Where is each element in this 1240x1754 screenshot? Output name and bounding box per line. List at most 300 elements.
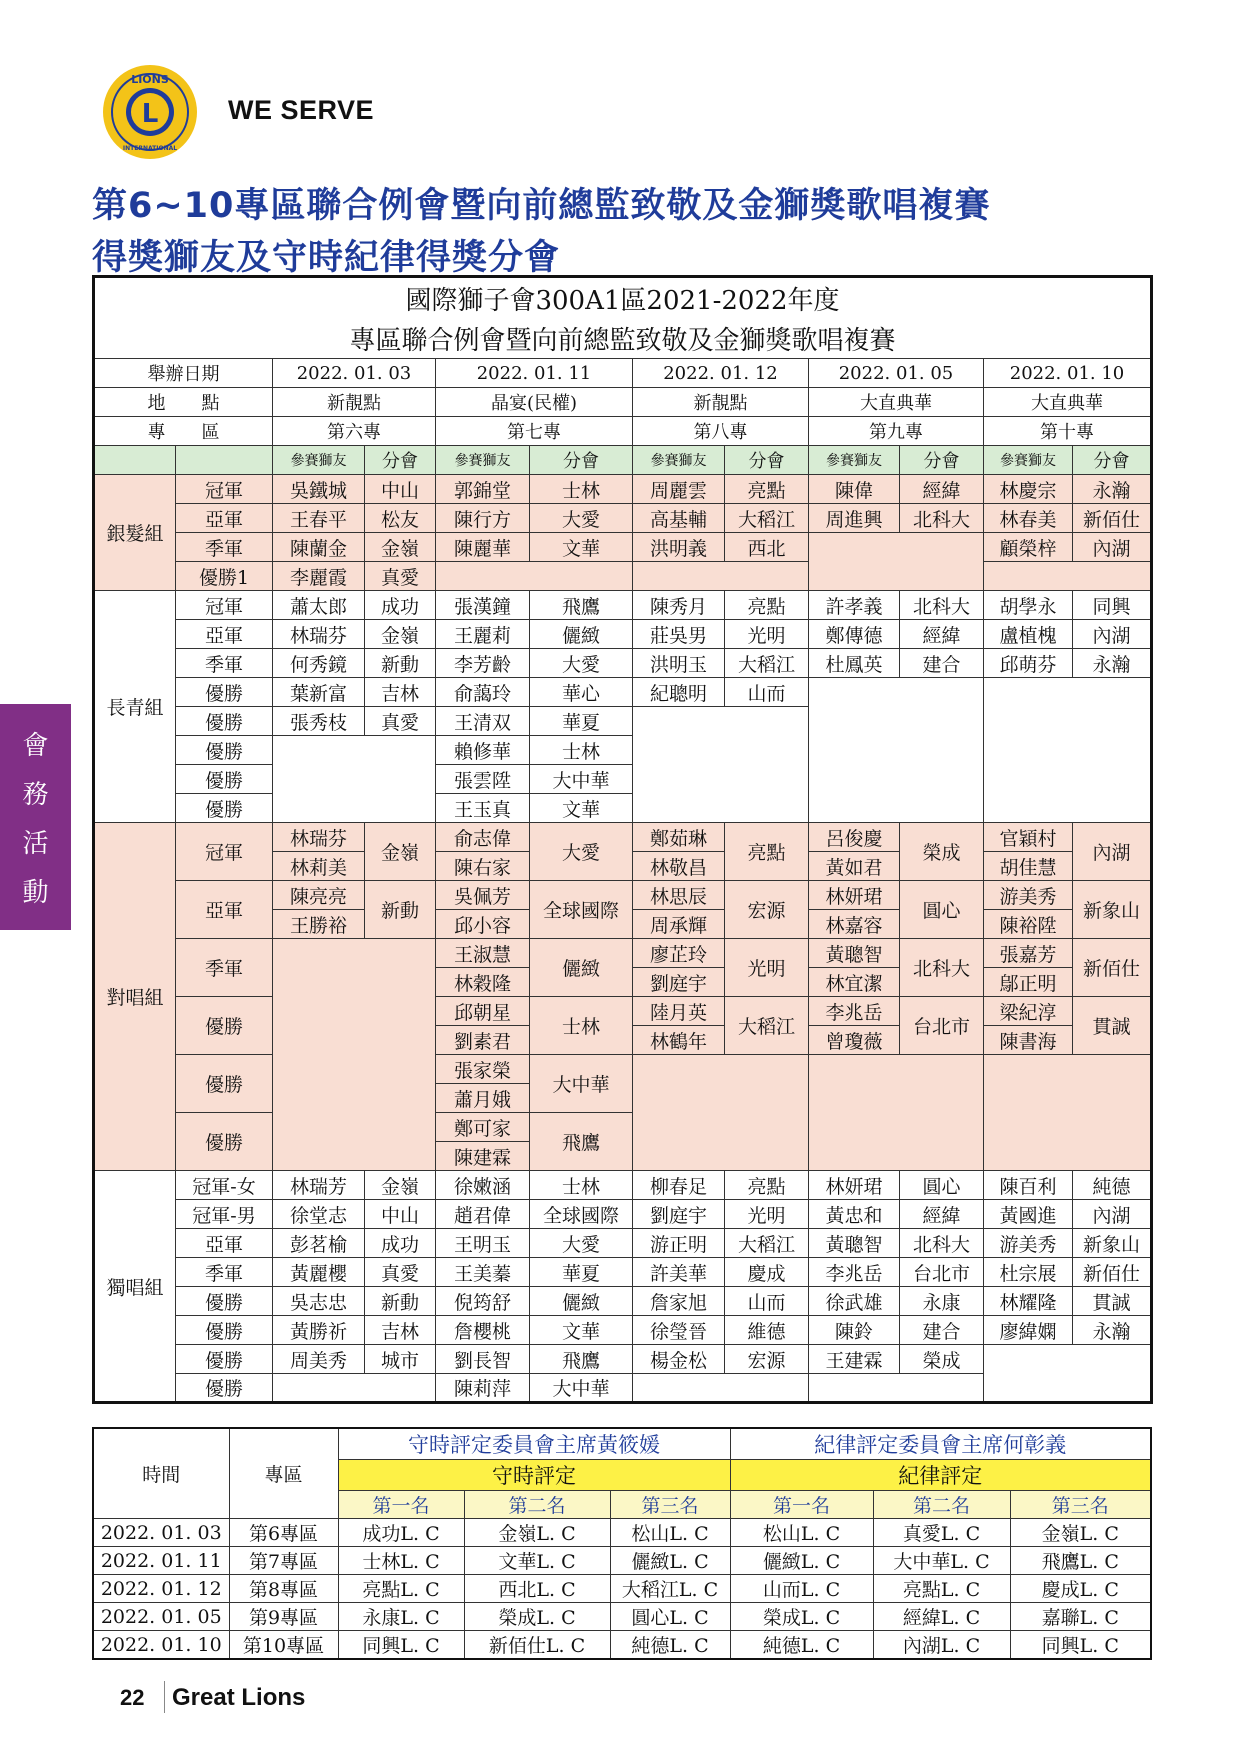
club-cell: 宏源: [725, 881, 809, 939]
member-cell: 趙君偉: [436, 1200, 530, 1229]
rank: 優勝: [176, 1316, 273, 1345]
member-cell: 葉新富: [273, 678, 365, 707]
blank-cell: [176, 446, 273, 475]
member-cell: 林思辰: [633, 881, 725, 910]
svg-text:LIONS: LIONS: [131, 73, 169, 86]
score-row: [93, 1575, 1151, 1603]
member-cell: 賴修華: [436, 736, 530, 765]
club-cell: 吉林: [365, 678, 436, 707]
member-cell: 郭錦堂: [436, 475, 530, 504]
rank: 冠軍-男: [176, 1200, 273, 1229]
club-cell: 士林: [530, 475, 633, 504]
member-cell: 徐瑩晉: [633, 1316, 725, 1345]
rank: 優勝: [176, 1287, 273, 1316]
zone: 第七專: [436, 417, 633, 446]
score-cell: 西北L. C: [464, 1575, 610, 1603]
zone: 第九專: [809, 417, 984, 446]
member-cell: 陳行方: [436, 504, 530, 533]
member-cell: 黃麗櫻: [273, 1258, 365, 1287]
score-cell: 慶成L. C: [1010, 1575, 1151, 1603]
club-cell: 華夏: [530, 1258, 633, 1287]
score-zone: 第10專區: [229, 1631, 338, 1660]
score-cell: 金嶺L. C: [464, 1519, 610, 1547]
member-cell: 林耀隆: [984, 1287, 1073, 1316]
column-header: 參賽獅友: [809, 446, 900, 475]
page-number: 22: [120, 1685, 145, 1710]
member-cell: 洪明義: [633, 533, 725, 562]
member-cell: 陳偉: [809, 475, 900, 504]
label-venue: 地 點: [94, 388, 273, 417]
member-cell: 黃國進: [984, 1200, 1073, 1229]
club-cell: 光明: [725, 939, 809, 997]
club-cell: 經緯: [900, 1200, 984, 1229]
member-cell: 倪筠舒: [436, 1287, 530, 1316]
member-cell: 張雲陞: [436, 765, 530, 794]
date: 2022. 01. 12: [633, 359, 809, 388]
member-cell: 高基輔: [633, 504, 725, 533]
club-cell: 新佰仕: [1073, 1258, 1152, 1287]
club-cell: 大中華: [530, 1055, 633, 1113]
empty-cell: [809, 533, 984, 591]
member-cell: 邱萌芬: [984, 649, 1073, 678]
club-cell: 真愛: [365, 707, 436, 736]
member-cell: 黃勝祈: [273, 1316, 365, 1345]
member-cell: 陳建霖: [436, 1142, 530, 1171]
member-cell: 王春平: [273, 504, 365, 533]
empty-cell: [984, 1345, 1152, 1403]
club-cell: 新動: [365, 649, 436, 678]
discipline-chair: 紀律評定委員會主席何彰義: [730, 1428, 1151, 1460]
club-cell: 內湖: [1073, 533, 1152, 562]
club-cell: 山而: [725, 1287, 809, 1316]
place-header: 第三名: [610, 1491, 730, 1519]
score-date: 2022. 01. 10: [93, 1631, 229, 1660]
score-cell: 圓心L. C: [610, 1603, 730, 1631]
member-cell: 林穀隆: [436, 968, 530, 997]
club-cell: 台北市: [900, 1258, 984, 1287]
column-header: 分會: [530, 446, 633, 475]
label-date: 舉辦日期: [94, 359, 273, 388]
place-header: 第二名: [464, 1491, 610, 1519]
venue: 晶宴(民權): [436, 388, 633, 417]
club-cell: 榮成: [900, 823, 984, 881]
rank: 亞軍: [176, 881, 273, 939]
club-cell: 吉林: [365, 1316, 436, 1345]
blank-cell: [94, 446, 176, 475]
punctuality-chair: 守時評定委員會主席黃筱媛: [338, 1428, 730, 1460]
member-cell: 劉庭宇: [633, 1200, 725, 1229]
score-row: [93, 1631, 1151, 1660]
club-cell: 光明: [725, 1200, 809, 1229]
column-header: 參賽獅友: [633, 446, 725, 475]
score-cell: 純德L. C: [730, 1631, 873, 1660]
club-cell: 金嶺: [365, 533, 436, 562]
label-zone: 專 區: [94, 417, 273, 446]
table-heading-1: 國際獅子會300A1區2021-2022年度: [94, 277, 1152, 319]
member-cell: 陳裕陞: [984, 910, 1073, 939]
rank: 亞軍: [176, 1229, 273, 1258]
score-cell: 同興L. C: [1010, 1631, 1151, 1660]
empty-cell: [273, 939, 436, 1171]
member-cell: 游正明: [633, 1229, 725, 1258]
section-tab-char: 動: [22, 878, 49, 908]
page-title-line1: 第6~10專區聯合例會暨向前總監致敬及金獅獎歌唱複賽: [92, 186, 991, 226]
date: 2022. 01. 03: [273, 359, 436, 388]
club-cell: 士林: [530, 736, 633, 765]
member-cell: 張嘉芳: [984, 939, 1073, 968]
member-cell: 吳志忠: [273, 1287, 365, 1316]
zone-header: 專區: [229, 1428, 338, 1519]
score-cell: 松山L. C: [730, 1519, 873, 1547]
member-cell: 紀聰明: [633, 678, 725, 707]
column-header: 分會: [725, 446, 809, 475]
score-cell: 榮成L. C: [464, 1603, 610, 1631]
venue: 新靚點: [633, 388, 809, 417]
punctuality-title: 守時評定: [338, 1460, 730, 1491]
club-cell: 圓心: [900, 881, 984, 939]
rank: 冠軍: [176, 475, 273, 504]
score-cell: 飛鷹L. C: [1010, 1547, 1151, 1575]
zone: 第十專: [984, 417, 1152, 446]
club-cell: 士林: [530, 1171, 633, 1200]
member-cell: 陳百利: [984, 1171, 1073, 1200]
club-cell: 真愛: [365, 562, 436, 591]
member-cell: 廖緯嫻: [984, 1316, 1073, 1345]
club-cell: 永康: [900, 1287, 984, 1316]
empty-cell: [273, 736, 436, 823]
punctuality-discipline-table: [92, 1427, 1152, 1660]
member-cell: 廖芷玲: [633, 939, 725, 968]
member-cell: 鄔正明: [984, 968, 1073, 997]
score-cell: 儷緻L. C: [610, 1547, 730, 1575]
club-cell: 士林: [530, 997, 633, 1055]
member-cell: 邱小容: [436, 910, 530, 939]
score-cell: 金嶺L. C: [1010, 1519, 1151, 1547]
member-cell: 徐武雄: [809, 1287, 900, 1316]
member-cell: 何秀鏡: [273, 649, 365, 678]
club-cell: 北科大: [900, 591, 984, 620]
member-cell: 陳亮亮: [273, 881, 365, 910]
member-cell: 林嘉容: [809, 910, 900, 939]
member-cell: 顧榮梓: [984, 533, 1073, 562]
score-zone: 第8專區: [229, 1575, 338, 1603]
section-tab-char: 務: [22, 780, 49, 810]
column-header: 參賽獅友: [273, 446, 365, 475]
section-tab: [0, 704, 71, 930]
time-header: 時間: [93, 1428, 229, 1519]
club-cell: 純德: [1073, 1171, 1152, 1200]
zone: 第六專: [273, 417, 436, 446]
member-cell: 王美蓁: [436, 1258, 530, 1287]
club-cell: 金嶺: [365, 1171, 436, 1200]
club-cell: 全球國際: [530, 1200, 633, 1229]
member-cell: 林妍珺: [809, 881, 900, 910]
member-cell: 劉庭宇: [633, 968, 725, 997]
empty-cell: [273, 1374, 436, 1403]
place-header: 第二名: [873, 1491, 1010, 1519]
member-cell: 黃忠和: [809, 1200, 900, 1229]
club-cell: 宏源: [725, 1345, 809, 1374]
club-cell: 亮點: [725, 823, 809, 881]
club-cell: 金嶺: [365, 620, 436, 649]
member-cell: 楊金松: [633, 1345, 725, 1374]
member-cell: 周美秀: [273, 1345, 365, 1374]
member-cell: 官穎村: [984, 823, 1073, 852]
rank: 優勝: [176, 1374, 273, 1403]
member-cell: 洪明玉: [633, 649, 725, 678]
club-cell: 文華: [530, 794, 633, 823]
empty-cell: [809, 1374, 984, 1403]
svg-text:L: L: [141, 99, 159, 129]
member-cell: 王明玉: [436, 1229, 530, 1258]
member-cell: 徐嫩涵: [436, 1171, 530, 1200]
rank: 季軍: [176, 1258, 273, 1287]
club-cell: 同興: [1073, 591, 1152, 620]
column-header: 分會: [365, 446, 436, 475]
empty-cell: [809, 1055, 984, 1171]
empty-cell: [984, 1055, 1152, 1171]
date: 2022. 01. 10: [984, 359, 1152, 388]
score-cell: 士林L. C: [338, 1547, 464, 1575]
empty-cell: [633, 562, 809, 591]
zone: 第八專: [633, 417, 809, 446]
empty-cell: [809, 678, 984, 823]
club-cell: 亮點: [725, 475, 809, 504]
group-label: 對唱組: [94, 823, 176, 1171]
section-tab-char: 會: [22, 731, 49, 761]
club-cell: 北科大: [900, 939, 984, 997]
empty-cell: [984, 562, 1152, 591]
club-cell: 西北: [725, 533, 809, 562]
club-cell: 建合: [900, 1316, 984, 1345]
club-cell: 成功: [365, 591, 436, 620]
rank: 亞軍: [176, 504, 273, 533]
club-cell: 儷緻: [530, 939, 633, 997]
empty-cell: [984, 678, 1152, 823]
club-cell: 大稻江: [725, 997, 809, 1055]
column-header: 分會: [1073, 446, 1152, 475]
club-cell: 金嶺: [365, 823, 436, 881]
score-cell: 同興L. C: [338, 1631, 464, 1660]
venue: 大直典華: [809, 388, 984, 417]
club-cell: 新動: [365, 1287, 436, 1316]
club-cell: 新動: [365, 881, 436, 939]
member-cell: 鄭傳德: [809, 620, 900, 649]
score-row: [93, 1603, 1151, 1631]
member-cell: 林瑞芬: [273, 620, 365, 649]
member-cell: 李麗霞: [273, 562, 365, 591]
rank: 季軍: [176, 939, 273, 997]
member-cell: 王清双: [436, 707, 530, 736]
member-cell: 俞藹玲: [436, 678, 530, 707]
place-header: 第三名: [1010, 1491, 1151, 1519]
club-cell: 經緯: [900, 620, 984, 649]
rank: 冠軍: [176, 823, 273, 881]
club-cell: 永瀚: [1073, 475, 1152, 504]
club-cell: 新佰仕: [1073, 939, 1152, 997]
club-cell: 內湖: [1073, 1200, 1152, 1229]
club-cell: 亮點: [725, 591, 809, 620]
member-cell: 李兆岳: [809, 1258, 900, 1287]
table-heading-2: 專區聯合例會暨向前總監致敬及金獅獎歌唱複賽: [94, 319, 1152, 359]
rank: 季軍: [176, 533, 273, 562]
magazine-name: Great Lions: [172, 1684, 306, 1711]
group-label: 銀髮組: [94, 475, 176, 591]
member-cell: 周麗雲: [633, 475, 725, 504]
club-cell: 北科大: [900, 504, 984, 533]
score-cell: 內湖L. C: [873, 1631, 1010, 1660]
group-label: 獨唱組: [94, 1171, 176, 1403]
club-cell: 經緯: [900, 475, 984, 504]
venue: 大直典華: [984, 388, 1152, 417]
section-tab-char: 活: [22, 829, 49, 859]
club-cell: 光明: [725, 620, 809, 649]
club-cell: 新象山: [1073, 881, 1152, 939]
club-cell: 永瀚: [1073, 649, 1152, 678]
member-cell: 李芳齡: [436, 649, 530, 678]
score-cell: 榮成L. C: [730, 1603, 873, 1631]
club-cell: 新佰仕: [1073, 504, 1152, 533]
member-cell: 杜鳳英: [809, 649, 900, 678]
club-cell: 儷緻: [530, 1287, 633, 1316]
member-cell: 王玉真: [436, 794, 530, 823]
score-date: 2022. 01. 05: [93, 1603, 229, 1631]
empty-cell: [633, 707, 809, 823]
score-date: 2022. 01. 03: [93, 1519, 229, 1547]
member-cell: 林妍珺: [809, 1171, 900, 1200]
club-cell: 真愛: [365, 1258, 436, 1287]
score-zone: 第6專區: [229, 1519, 338, 1547]
score-cell: 山而L. C: [730, 1575, 873, 1603]
score-date: 2022. 01. 11: [93, 1547, 229, 1575]
page-title-line2: 得獎獅友及守時紀律得獎分會: [92, 238, 561, 278]
rank: 優勝: [176, 1055, 273, 1113]
rank: 優勝: [176, 1345, 273, 1374]
motto: WE SERVE: [228, 95, 375, 125]
member-cell: 蕭月娥: [436, 1084, 530, 1113]
member-cell: 張漢鐘: [436, 591, 530, 620]
club-cell: 大稻江: [725, 504, 809, 533]
score-cell: 文華L. C: [464, 1547, 610, 1575]
club-cell: 飛鷹: [530, 1345, 633, 1374]
member-cell: 張家榮: [436, 1055, 530, 1084]
member-cell: 陳麗華: [436, 533, 530, 562]
club-cell: 全球國際: [530, 881, 633, 939]
member-cell: 林敬昌: [633, 852, 725, 881]
member-cell: 李兆岳: [809, 997, 900, 1026]
club-cell: 飛鷹: [530, 1113, 633, 1171]
club-cell: 內湖: [1073, 823, 1152, 881]
score-cell: 大中華L. C: [873, 1547, 1010, 1575]
member-cell: 陳鈴: [809, 1316, 900, 1345]
member-cell: 胡佳慧: [984, 852, 1073, 881]
club-cell: 飛鷹: [530, 591, 633, 620]
club-cell: 文華: [530, 1316, 633, 1345]
empty-cell: [436, 562, 633, 591]
member-cell: 鄭可家: [436, 1113, 530, 1142]
score-cell: 嘉聯L. C: [1010, 1603, 1151, 1631]
member-cell: 彭茗榆: [273, 1229, 365, 1258]
member-cell: 蕭太郎: [273, 591, 365, 620]
svg-text:INTERNATIONAL: INTERNATIONAL: [122, 145, 178, 152]
member-cell: 林慶宗: [984, 475, 1073, 504]
score-cell: 亮點L. C: [873, 1575, 1010, 1603]
club-cell: 中山: [365, 1200, 436, 1229]
member-cell: 王勝裕: [273, 910, 365, 939]
score-cell: 松山L. C: [610, 1519, 730, 1547]
member-cell: 林鶴年: [633, 1026, 725, 1055]
venue: 新靚點: [273, 388, 436, 417]
rank: 優勝: [176, 997, 273, 1055]
rank: 優勝: [176, 765, 273, 794]
score-cell: 真愛L. C: [873, 1519, 1010, 1547]
member-cell: 詹櫻桃: [436, 1316, 530, 1345]
member-cell: 陳書海: [984, 1026, 1073, 1055]
member-cell: 俞志偉: [436, 823, 530, 852]
empty-cell: [633, 1055, 809, 1171]
member-cell: 曾瓊薇: [809, 1026, 900, 1055]
score-cell: 大稻江L. C: [610, 1575, 730, 1603]
member-cell: 陸月英: [633, 997, 725, 1026]
rank: 冠軍: [176, 591, 273, 620]
member-cell: 邱朝星: [436, 997, 530, 1026]
score-cell: 新佰仕L. C: [464, 1631, 610, 1660]
club-cell: 大愛: [530, 1229, 633, 1258]
member-cell: 吳佩芳: [436, 881, 530, 910]
member-cell: 胡學永: [984, 591, 1073, 620]
club-cell: 儷緻: [530, 620, 633, 649]
club-cell: 新象山: [1073, 1229, 1152, 1258]
member-cell: 詹家旭: [633, 1287, 725, 1316]
club-cell: 永瀚: [1073, 1316, 1152, 1345]
date: 2022. 01. 11: [436, 359, 633, 388]
rank: 季軍: [176, 649, 273, 678]
club-cell: 松友: [365, 504, 436, 533]
member-cell: 林瑞芬: [273, 823, 365, 852]
score-cell: 儷緻L. C: [730, 1547, 873, 1575]
footer-divider: [164, 1681, 165, 1713]
club-cell: 貫誠: [1073, 1287, 1152, 1316]
empty-cell: [633, 1374, 809, 1403]
score-row: [93, 1547, 1151, 1575]
member-cell: 周進興: [809, 504, 900, 533]
rank: 亞軍: [176, 620, 273, 649]
club-cell: 大愛: [530, 504, 633, 533]
member-cell: 陳右家: [436, 852, 530, 881]
member-cell: 杜宗展: [984, 1258, 1073, 1287]
member-cell: 王麗莉: [436, 620, 530, 649]
member-cell: 莊吳男: [633, 620, 725, 649]
score-cell: 成功L. C: [338, 1519, 464, 1547]
lions-logo: [100, 62, 200, 162]
club-cell: 建合: [900, 649, 984, 678]
member-cell: 林瑞芳: [273, 1171, 365, 1200]
club-cell: 貫誠: [1073, 997, 1152, 1055]
member-cell: 梁紀淳: [984, 997, 1073, 1026]
score-cell: 亮點L. C: [338, 1575, 464, 1603]
member-cell: 陳秀月: [633, 591, 725, 620]
club-cell: 台北市: [900, 997, 984, 1055]
club-cell: 城市: [365, 1345, 436, 1374]
member-cell: 盧植槐: [984, 620, 1073, 649]
member-cell: 周承輝: [633, 910, 725, 939]
club-cell: 北科大: [900, 1229, 984, 1258]
club-cell: 中山: [365, 475, 436, 504]
club-cell: 成功: [365, 1229, 436, 1258]
member-cell: 劉素君: [436, 1026, 530, 1055]
score-zone: 第7專區: [229, 1547, 338, 1575]
club-cell: 大稻江: [725, 649, 809, 678]
